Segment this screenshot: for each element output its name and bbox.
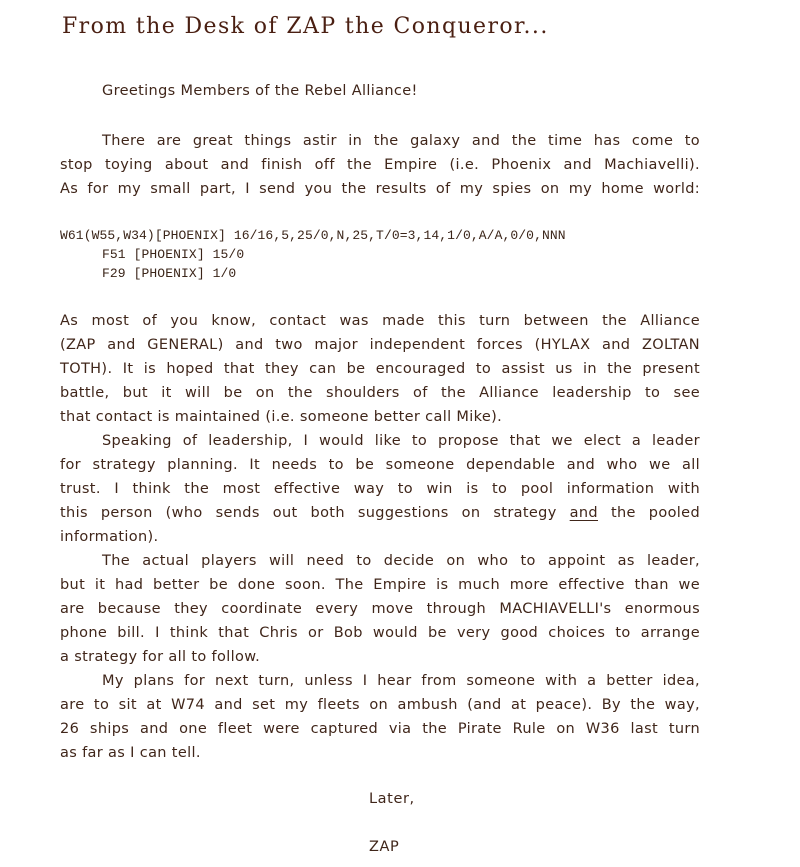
plans-line-1: My plans for next turn, unless I hear from someone with a better idea, (102, 673, 700, 689)
players-line-4: phone bill. I think that Chris or Bob would be very good choices to arrange (60, 625, 700, 641)
greeting: Greetings Members of the Rebel Alliance! (102, 83, 418, 99)
signature: ZAP (369, 839, 400, 855)
leadership-line-4 (60, 503, 700, 523)
leadership-line-2: for strategy planning. It needs to be someone dependable and who we all (60, 457, 700, 473)
intro-line-3: As for my small part, I send you the results of my spies on my home world: (60, 181, 700, 197)
leadership-line-4-start: this person (who sends out both suggestions on strategy (60, 505, 570, 521)
plans-line-4: as far as I can tell. (60, 745, 201, 761)
players-line-1: The actual players will need to decide on who to appoint as leader, (102, 553, 700, 569)
leadership-line-3: trust. I think the most effective way to win is to pool information with (60, 481, 700, 497)
contact-line-2: (ZAP and GENERAL) and two major independent forces (HYLAX and ZOLTAN (60, 337, 700, 353)
spy-report-fleet-1: F51 [PHOENIX] 15/0 (102, 247, 245, 262)
intro-line-2: stop toying about and finish off the Empire (i.e. Phoenix and Machiavelli). (60, 157, 700, 173)
players-line-3: are because they coordinate every move through MACHIAVELLI's enormous (60, 601, 700, 617)
spy-report-fleet-2: F29 [PHOENIX] 1/0 (102, 266, 237, 281)
leadership-line-1: Speaking of leadership, I would like to propose that we elect a leader (102, 433, 700, 449)
sign-off: Later, (369, 791, 415, 807)
intro-line-1: There are great things astir in the galaxy and the time has come to (102, 133, 700, 149)
leadership-line-4-end: the pooled (598, 505, 701, 521)
leadership-line-5: information). (60, 529, 159, 545)
players-line-5: a strategy for all to follow. (60, 649, 261, 665)
contact-line-4: battle, but it will be on the shoulders of the Alliance leadership to see (60, 385, 700, 401)
letter-heading: From the Desk of ZAP the Conqueror... (62, 14, 549, 39)
plans-line-2: are to sit at W74 and set my fleets on ambush (and at peace). By the way, (60, 697, 700, 713)
plans-line-3: 26 ships and one fleet were captured via the Pirate Rule on W36 last turn (60, 721, 700, 737)
spy-report-world: W61(W55,W34)[PHOENIX] 16/16,5,25/0,N,25,T/0=3,14,1/0,A/A,0/0,NNN (60, 228, 566, 243)
contact-line-5: that contact is maintained (i.e. someone better call Mike). (60, 409, 503, 425)
contact-line-1: As most of you know, contact was made this turn between the Alliance (60, 313, 700, 329)
emphasized-and: and (569, 505, 598, 521)
players-line-2: but it had better be done soon. The Empire is much more effective than we (60, 577, 700, 593)
contact-line-3: TOTH). It is hoped that they can be encouraged to assist us in the present (60, 361, 700, 377)
